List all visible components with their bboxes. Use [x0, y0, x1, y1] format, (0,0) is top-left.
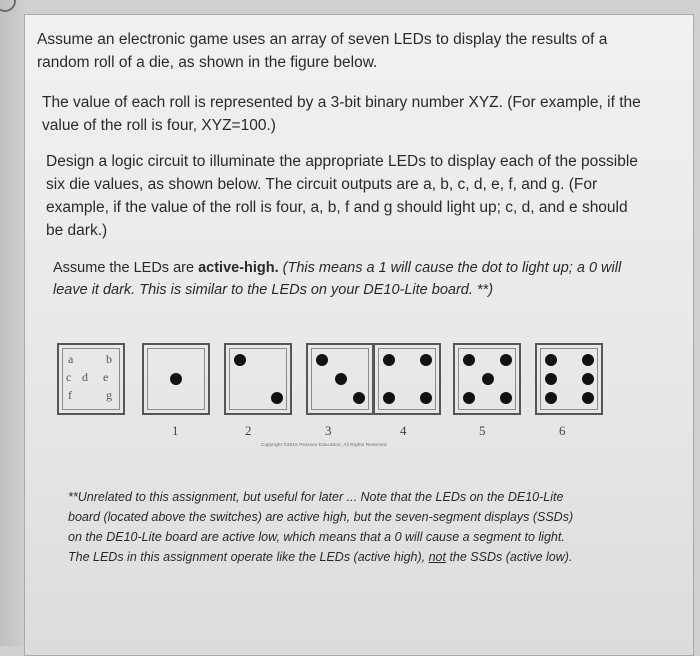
- copyright-notice: Copyright ©2016 Pearson Education, All Rights Reserved: [261, 442, 387, 447]
- die-face-2: [224, 343, 292, 415]
- led-dot: [170, 373, 182, 385]
- die-label-1: 1: [172, 423, 179, 438]
- die-face-1: [142, 343, 210, 415]
- footnote-tail: the SSDs (active low).: [445, 550, 573, 564]
- led-dot: [482, 373, 494, 385]
- led-dot: [545, 392, 557, 404]
- led-dot: [545, 354, 557, 366]
- die-label-3: 3: [325, 423, 332, 438]
- question-sheet: [24, 14, 694, 656]
- led-dot: [463, 354, 475, 366]
- led-dot: [582, 373, 594, 385]
- led-dot: [582, 392, 594, 404]
- footnote: [68, 487, 588, 567]
- led-dot: [353, 392, 365, 404]
- active-high-paragraph: [53, 257, 633, 301]
- design-paragraph: Design a logic circuit to illuminate the appropriate LEDs to display each of the possible six die values, as shown below. The circuit outputs are a, b, c, d, e, f, and g. (For example, if the value of the roll is four, a, b, f and g should light up; c, d, and e should be dark.): [46, 153, 638, 239]
- die-label-2: 2: [245, 423, 252, 438]
- footnote-text: **Unrelated to this assignment, but useful for later ... Note that the LEDs on the DE10-Lite board (located above the switches) are active high, but the seven-segment displays (SSDs) on the DE10-Lite board are active low, which means that a 0 will cause a segment to light. The LEDs in this assignment operate like the LEDs (active high),: [68, 490, 574, 564]
- led-dot: [500, 354, 512, 366]
- led-label-e: e: [103, 370, 109, 384]
- led-dot: [383, 354, 395, 366]
- led-label-d: d: [82, 370, 88, 384]
- die-face-6: [535, 343, 603, 415]
- led-label-b: b: [106, 352, 112, 366]
- led-dot: [545, 373, 557, 385]
- intro-paragraph: Assume an electronic game uses an array of seven LEDs to display the results of a random roll of a die, as shown in the figure below.: [37, 31, 608, 71]
- led-legend: [57, 343, 125, 415]
- die-face-5: [453, 343, 521, 415]
- led-label-c: c: [66, 370, 72, 384]
- background-edge: [0, 0, 24, 646]
- led-dot: [463, 392, 475, 404]
- led-dot: [420, 392, 432, 404]
- die-face-3: [306, 343, 374, 415]
- led-label-a: a: [68, 352, 74, 366]
- active-high-explanation: (This means a 1 will cause the dot to light up; a 0 will leave it dark. This is similar to the LEDs on your DE10-Lite board. **): [53, 260, 622, 298]
- led-label-g: g: [106, 388, 112, 402]
- die-face-4: [373, 343, 441, 415]
- die-label-4: 4: [400, 423, 407, 438]
- die-label-5: 5: [479, 423, 486, 438]
- led-dot: [420, 354, 432, 366]
- led-label-f: f: [68, 388, 72, 402]
- led-dot: [383, 392, 395, 404]
- led-dot: [234, 354, 246, 366]
- die-label-6: 6: [559, 423, 566, 438]
- footnote-underlined: not: [428, 550, 446, 564]
- led-dot: [316, 354, 328, 366]
- led-dot: [271, 392, 283, 404]
- led-dot: [335, 373, 347, 385]
- active-high-intro: Assume the LEDs are: [53, 260, 199, 276]
- led-dot: [500, 392, 512, 404]
- led-dot: [582, 354, 594, 366]
- active-high-term: active-high.: [198, 260, 279, 276]
- binary-paragraph: The value of each roll is represented by a 3-bit binary number XYZ. (For example, if the value of the roll is four, XYZ=100.): [42, 94, 641, 134]
